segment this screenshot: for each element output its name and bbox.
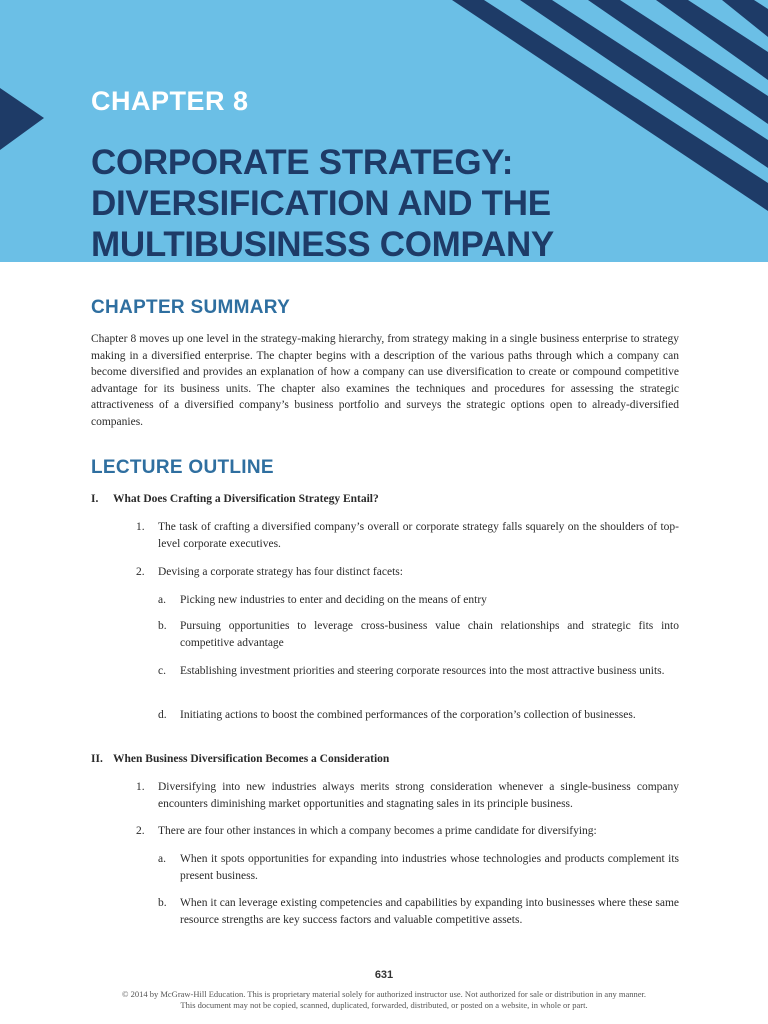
chapter-title bbox=[91, 142, 554, 262]
left-chevron-shape bbox=[0, 88, 44, 150]
item-number: 1. bbox=[136, 521, 145, 533]
section-title: When Business Diversification Becomes a Consideration bbox=[113, 753, 390, 765]
outline-subitem bbox=[158, 663, 679, 680]
copyright-footer bbox=[60, 989, 708, 1011]
outline-subitem bbox=[158, 618, 679, 651]
outline-item bbox=[136, 564, 679, 581]
subitem-text: When it spots opportunities for expanding into industries whose technologies and products complement its present business. bbox=[180, 853, 679, 882]
outline-subitem bbox=[158, 851, 679, 884]
item-number: 2. bbox=[136, 825, 145, 837]
chapter-number: CHAPTER 8 bbox=[91, 86, 249, 116]
copyright-line: This document may not be copied, scanned, duplicated, forwarded, distributed, or posted on a website, in whole or part. bbox=[180, 1000, 588, 1010]
subitem-letter: a. bbox=[158, 594, 166, 606]
copyright-line: © 2014 by McGraw-Hill Education. This is proprietary material solely for authorized instructor use. Not authorized for sale or distribution in any manner. bbox=[122, 989, 646, 999]
section-title: What Does Crafting a Diversification Strategy Entail? bbox=[113, 493, 379, 505]
subitem-letter: b. bbox=[158, 620, 167, 632]
outline-subitem bbox=[158, 895, 679, 928]
subitem-letter: c. bbox=[158, 665, 166, 677]
item-number: 2. bbox=[136, 566, 145, 578]
item-text: The task of crafting a diversified company’s overall or corporate strategy falls squarely on the shoulders of top-level corporate executives. bbox=[158, 521, 679, 550]
chapter-banner bbox=[0, 0, 768, 262]
subitem-text: Establishing investment priorities and steering corporate resources into the most attractive business units. bbox=[180, 665, 665, 677]
subitem-text: Picking new industries to enter and deciding on the means of entry bbox=[180, 594, 487, 606]
chapter-title-line: MULTIBUSINESS COMPANY bbox=[91, 225, 554, 262]
item-text: Diversifying into new industries always merits strong consideration whenever a single-business company encounters diminishing market opportunities and stagnating sales in its principle business. bbox=[158, 781, 679, 810]
chapter-title-line: CORPORATE STRATEGY: bbox=[91, 143, 514, 182]
item-text: There are four other instances in which a company becomes a prime candidate for diversifying: bbox=[158, 825, 597, 837]
subitem-text: Initiating actions to boost the combined performances of the corporation’s collection of businesses. bbox=[180, 709, 636, 721]
chapter-title-line: DIVERSIFICATION AND THE bbox=[91, 184, 551, 223]
section-number: I. bbox=[91, 493, 99, 505]
section-number: II. bbox=[91, 753, 103, 765]
subitem-letter: d. bbox=[158, 709, 167, 721]
outline-item bbox=[136, 519, 679, 552]
subitem-letter: a. bbox=[158, 853, 166, 865]
subitem-text: Pursuing opportunities to leverage cross-business value chain relationships and strategic fits into competitive advantage bbox=[180, 620, 679, 649]
outline-subitem bbox=[158, 707, 679, 724]
item-number: 1. bbox=[136, 781, 145, 793]
chapter-summary-text: Chapter 8 moves up one level in the strategy-making hierarchy, from strategy making in a single business enterprise to strategy making in a diversified enterprise. The chapter begins with a description of the various paths through which a company can become diversified and provides an explanation of how a company can use diversification to create or compound competitive advantage for its business units. The chapter also examines the techniques and procedures for assessing the strategic attractiveness of a diversified company’s business portfolio and surveys the strategic options open to already-diversified companies. bbox=[91, 333, 679, 428]
outline-subitem bbox=[158, 592, 679, 609]
outline-item bbox=[136, 823, 679, 840]
chapter-summary-heading: CHAPTER SUMMARY bbox=[91, 297, 291, 318]
outline-section bbox=[91, 751, 679, 768]
page-number: 631 bbox=[374, 969, 394, 981]
item-text: Devising a corporate strategy has four distinct facets: bbox=[158, 566, 403, 578]
outline-item bbox=[136, 779, 679, 812]
subitem-letter: b. bbox=[158, 897, 167, 909]
outline-section bbox=[91, 491, 679, 508]
lecture-outline-heading: LECTURE OUTLINE bbox=[91, 457, 274, 478]
subitem-text: When it can leverage existing competencies and capabilities by expanding into businesses where these same resource strengths are key success factors and valuable competitive assets. bbox=[180, 897, 679, 926]
